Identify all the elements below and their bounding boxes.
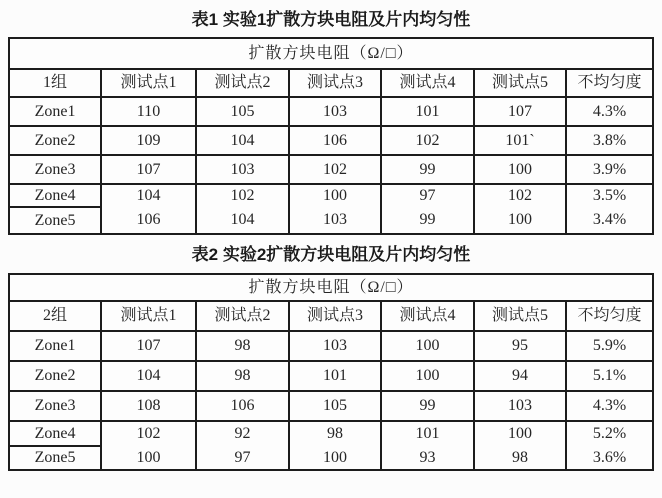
data-cell: 93 xyxy=(381,446,474,470)
data-cell: 4.3% xyxy=(566,97,653,126)
row-header-cell: Zone3 xyxy=(9,155,101,184)
data-cell: 101 xyxy=(381,421,474,446)
row-header-cell: Zone2 xyxy=(9,126,101,155)
data-cell: 100 xyxy=(381,331,474,361)
table-2-column-header-row xyxy=(9,301,653,331)
data-cell: 99 xyxy=(381,207,474,234)
column-header-cell: 测试点5 xyxy=(474,301,566,331)
column-header-cell: 测试点2 xyxy=(196,69,289,97)
data-cell: 102 xyxy=(474,184,566,207)
data-cell: 3.5% xyxy=(566,184,653,207)
table-1-unit-header-cell: 扩散方块电阻（Ω/□） xyxy=(9,38,653,69)
data-cell: 5.9% xyxy=(566,331,653,361)
table-1-column-header-row xyxy=(9,69,653,97)
data-cell: 3.4% xyxy=(566,207,653,234)
table-row xyxy=(9,207,653,234)
row-header-cell: Zone1 xyxy=(9,331,101,361)
table-row xyxy=(9,361,653,391)
data-cell: 100 xyxy=(289,446,381,470)
group-header-cell: 1组 xyxy=(9,69,101,97)
column-header-cell: 测试点3 xyxy=(289,69,381,97)
data-cell: 109 xyxy=(101,126,196,155)
column-header-cell: 测试点5 xyxy=(474,69,566,97)
table-1-body xyxy=(9,97,653,234)
column-header-cell: 不均匀度 xyxy=(566,301,653,331)
data-cell: 98 xyxy=(196,361,289,391)
data-cell: 102 xyxy=(381,126,474,155)
row-header-cell: Zone4 xyxy=(9,421,101,446)
data-cell: 103 xyxy=(289,207,381,234)
data-cell: 106 xyxy=(101,207,196,234)
data-cell: 106 xyxy=(289,126,381,155)
data-cell: 101 xyxy=(289,361,381,391)
row-header-cell: Zone4 xyxy=(9,184,101,207)
column-header-cell: 测试点4 xyxy=(381,301,474,331)
data-cell: 104 xyxy=(196,207,289,234)
row-header-cell: Zone2 xyxy=(9,361,101,391)
data-cell: 102 xyxy=(101,421,196,446)
data-cell: 3.6% xyxy=(566,446,653,470)
table-row xyxy=(9,126,653,155)
data-cell: 98 xyxy=(289,421,381,446)
table-experiment-2 xyxy=(8,273,654,471)
data-cell: 99 xyxy=(381,391,474,421)
data-cell: 103 xyxy=(289,97,381,126)
data-cell: 98 xyxy=(196,331,289,361)
table-row xyxy=(9,391,653,421)
data-cell: 107 xyxy=(101,155,196,184)
data-cell: 101 xyxy=(381,97,474,126)
data-cell: 95 xyxy=(474,331,566,361)
data-cell: 97 xyxy=(196,446,289,470)
row-header-cell: Zone5 xyxy=(9,207,101,234)
data-cell: 102 xyxy=(196,184,289,207)
table-row xyxy=(9,331,653,361)
data-cell: 105 xyxy=(289,391,381,421)
data-cell: 107 xyxy=(101,331,196,361)
table-row xyxy=(9,155,653,184)
table-row xyxy=(9,446,653,470)
data-cell: 110 xyxy=(101,97,196,126)
data-cell: 108 xyxy=(101,391,196,421)
data-cell: 103 xyxy=(289,331,381,361)
data-cell: 103 xyxy=(196,155,289,184)
data-cell: 104 xyxy=(101,361,196,391)
data-cell: 100 xyxy=(289,184,381,207)
column-header-cell: 测试点1 xyxy=(101,69,196,97)
data-cell: 102 xyxy=(289,155,381,184)
column-header-cell: 测试点3 xyxy=(289,301,381,331)
data-cell: 107 xyxy=(474,97,566,126)
table-1-section xyxy=(0,0,662,235)
row-header-cell: Zone1 xyxy=(9,97,101,126)
data-cell: 103 xyxy=(474,391,566,421)
data-cell: 100 xyxy=(474,155,566,184)
table-2-merged-header-row xyxy=(9,274,653,301)
table-row xyxy=(9,421,653,446)
table-2-unit-header-cell: 扩散方块电阻（Ω/□） xyxy=(9,274,653,301)
table-2-title: 表2 实验2扩散方块电阻及片内均匀性 xyxy=(191,245,471,264)
column-header-cell: 测试点1 xyxy=(101,301,196,331)
group-header-cell: 2组 xyxy=(9,301,101,331)
column-header-cell: 测试点4 xyxy=(381,69,474,97)
data-cell: 98 xyxy=(474,446,566,470)
table-1-title: 表1 实验1扩散方块电阻及片内均匀性 xyxy=(191,10,471,29)
data-cell: 5.2% xyxy=(566,421,653,446)
data-cell: 100 xyxy=(474,421,566,446)
data-cell: 3.9% xyxy=(566,155,653,184)
data-cell: 92 xyxy=(196,421,289,446)
table-2-section xyxy=(0,235,662,471)
column-header-cell: 测试点2 xyxy=(196,301,289,331)
row-header-cell: Zone5 xyxy=(9,446,101,470)
data-cell: 4.3% xyxy=(566,391,653,421)
data-cell: 104 xyxy=(101,184,196,207)
column-header-cell: 不均匀度 xyxy=(566,69,653,97)
data-cell: 94 xyxy=(474,361,566,391)
data-cell: 5.1% xyxy=(566,361,653,391)
table-1-merged-header-row xyxy=(9,38,653,69)
table-row xyxy=(9,184,653,207)
data-cell: 101` xyxy=(474,126,566,155)
table-2-body xyxy=(9,331,653,470)
data-cell: 105 xyxy=(196,97,289,126)
row-header-cell: Zone3 xyxy=(9,391,101,421)
data-cell: 100 xyxy=(381,361,474,391)
data-cell: 106 xyxy=(196,391,289,421)
data-cell: 97 xyxy=(381,184,474,207)
table-row xyxy=(9,97,653,126)
data-cell: 99 xyxy=(381,155,474,184)
data-cell: 100 xyxy=(474,207,566,234)
data-cell: 104 xyxy=(196,126,289,155)
data-cell: 3.8% xyxy=(566,126,653,155)
table-experiment-1 xyxy=(8,37,654,235)
data-cell: 100 xyxy=(101,446,196,470)
